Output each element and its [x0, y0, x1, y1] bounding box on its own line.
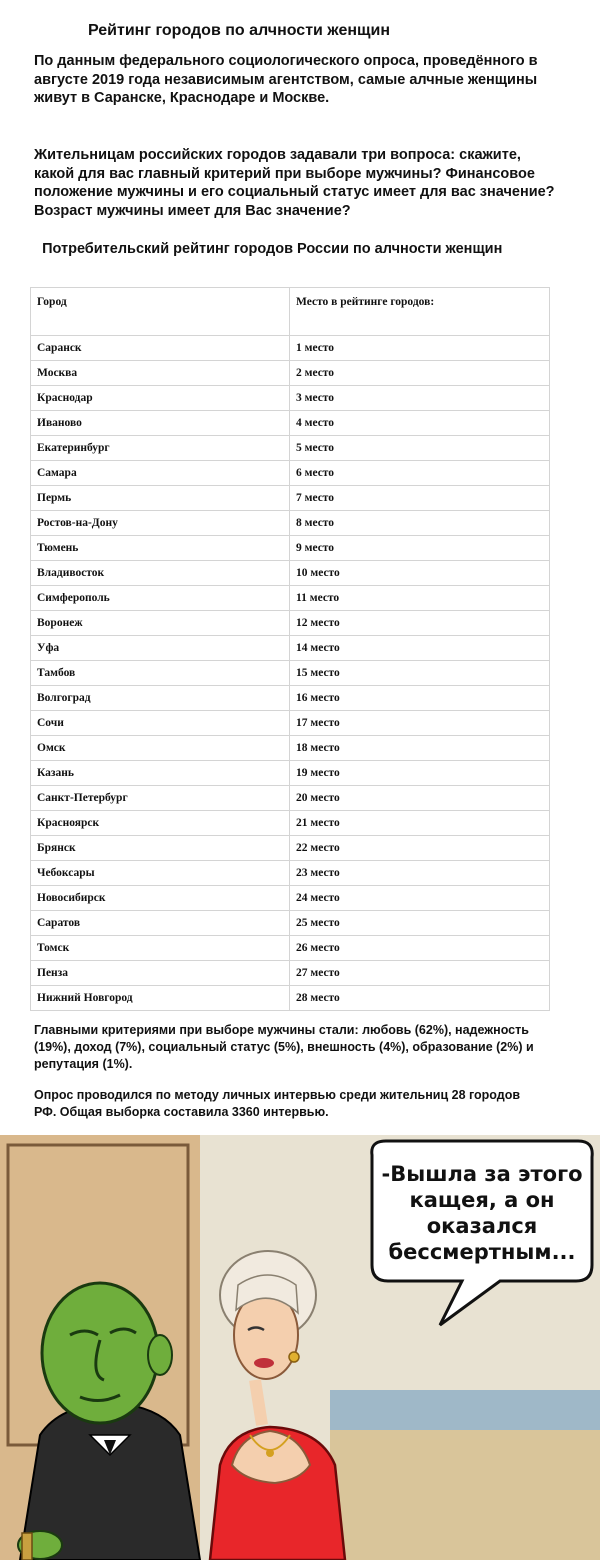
place-cell: 19 место — [290, 761, 550, 786]
city-cell: Тамбов — [31, 661, 290, 686]
place-cell: 27 место — [290, 961, 550, 986]
table-row — [31, 386, 550, 411]
place-cell: 8 место — [290, 511, 550, 536]
city-cell: Тюмень — [31, 536, 290, 561]
table-row — [31, 886, 550, 911]
table-row — [31, 411, 550, 436]
table-row — [31, 611, 550, 636]
city-cell: Новосибирск — [31, 886, 290, 911]
table-row — [31, 961, 550, 986]
city-cell: Саратов — [31, 911, 290, 936]
table-row — [31, 786, 550, 811]
table-row — [31, 811, 550, 836]
city-cell: Ростов-на-Дону — [31, 511, 290, 536]
city-cell: Симферополь — [31, 586, 290, 611]
city-cell: Москва — [31, 361, 290, 386]
table-row — [31, 986, 550, 1011]
table-row — [31, 561, 550, 586]
city-cell: Санкт-Петербург — [31, 786, 290, 811]
city-cell: Брянск — [31, 836, 290, 861]
place-cell: 7 место — [290, 486, 550, 511]
table-row — [31, 336, 550, 361]
city-cell: Волгоград — [31, 686, 290, 711]
city-cell: Красноярск — [31, 811, 290, 836]
place-cell: 12 место — [290, 611, 550, 636]
header-place: Место в рейтинге городов: — [290, 288, 550, 336]
speech-line-3: оказался — [426, 1214, 538, 1238]
table-row — [31, 711, 550, 736]
questions-paragraph: Жительницам российских городов задавали три вопроса: скажите, какой для вас главный критерий при выборе мужчины? Финансовое положение мужчины и его социальный статус имеет для вас значение? Возраст мужчины имеет для Вас значение? — [34, 147, 555, 219]
city-cell: Омск — [31, 736, 290, 761]
cartoon-beach — [330, 1430, 600, 1560]
place-cell: 4 место — [290, 411, 550, 436]
place-cell: 16 место — [290, 686, 550, 711]
header-city: Город — [31, 288, 290, 336]
place-cell: 11 место — [290, 586, 550, 611]
table-row — [31, 686, 550, 711]
table-row — [31, 436, 550, 461]
page-title: Рейтинг городов по алчности женщин — [88, 22, 390, 39]
speech-line-1: -Вышла за этого — [381, 1162, 583, 1186]
place-cell: 15 место — [290, 661, 550, 686]
city-cell: Казань — [31, 761, 290, 786]
cartoon-illustration — [0, 1135, 600, 1560]
place-cell: 22 место — [290, 836, 550, 861]
table-row — [31, 461, 550, 486]
place-cell: 21 место — [290, 811, 550, 836]
place-cell: 1 место — [290, 336, 550, 361]
table-row — [31, 511, 550, 536]
table-row — [31, 536, 550, 561]
table-row — [31, 586, 550, 611]
place-cell: 9 место — [290, 536, 550, 561]
table-row — [31, 761, 550, 786]
city-cell: Иваново — [31, 411, 290, 436]
table-row — [31, 736, 550, 761]
city-cell: Чебоксары — [31, 861, 290, 886]
place-cell: 5 место — [290, 436, 550, 461]
city-cell: Уфа — [31, 636, 290, 661]
criteria-paragraph: Главными критериями при выборе мужчины стали: любовь (62%), надежность (19%), доход (7%), социальный статус (5%), внешность (4%), образование (2%) и репутация (1%). — [34, 1023, 534, 1071]
city-cell: Самара — [31, 461, 290, 486]
city-cell: Воронеж — [31, 611, 290, 636]
speech-line-4: бессмертным... — [388, 1240, 576, 1264]
place-cell: 14 место — [290, 636, 550, 661]
city-cell: Владивосток — [31, 561, 290, 586]
place-cell: 18 место — [290, 736, 550, 761]
place-cell: 26 место — [290, 936, 550, 961]
table-row — [31, 361, 550, 386]
place-cell: 28 место — [290, 986, 550, 1011]
place-cell: 10 место — [290, 561, 550, 586]
table-header-row — [31, 288, 550, 336]
intro-paragraph: По данным федерального социологического опроса, проведённого в августе 2019 года независимым агентством, самые алчные женщины живут в Саранске, Краснодаре и Москве. — [34, 53, 538, 106]
place-cell: 24 место — [290, 886, 550, 911]
method-paragraph: Опрос проводился по методу личных интервью среди жительниц 28 городов РФ. Общая выборка составила 3360 интервью. — [34, 1088, 521, 1119]
table-row — [31, 936, 550, 961]
table-row — [31, 636, 550, 661]
city-cell: Пенза — [31, 961, 290, 986]
city-cell: Нижний Новгород — [31, 986, 290, 1011]
place-cell: 23 место — [290, 861, 550, 886]
place-cell: 20 место — [290, 786, 550, 811]
table-row — [31, 911, 550, 936]
table-row — [31, 661, 550, 686]
table-row — [31, 836, 550, 861]
place-cell: 3 место — [290, 386, 550, 411]
ranking-table — [30, 287, 550, 1011]
table-title-text: Потребительский рейтинг городов России по алчности женщин — [42, 241, 503, 257]
city-cell: Сочи — [31, 711, 290, 736]
city-cell: Екатеринбург — [31, 436, 290, 461]
city-cell: Краснодар — [31, 386, 290, 411]
cartoon-sea — [330, 1390, 600, 1430]
table-row — [31, 861, 550, 886]
city-cell: Пермь — [31, 486, 290, 511]
table-title — [34, 240, 554, 259]
place-cell: 2 место — [290, 361, 550, 386]
city-cell: Томск — [31, 936, 290, 961]
speech-line-2: кащея, а он — [409, 1188, 555, 1212]
place-cell: 17 место — [290, 711, 550, 736]
place-cell: 25 место — [290, 911, 550, 936]
city-cell: Саранск — [31, 336, 290, 361]
table-row — [31, 486, 550, 511]
place-cell: 6 место — [290, 461, 550, 486]
